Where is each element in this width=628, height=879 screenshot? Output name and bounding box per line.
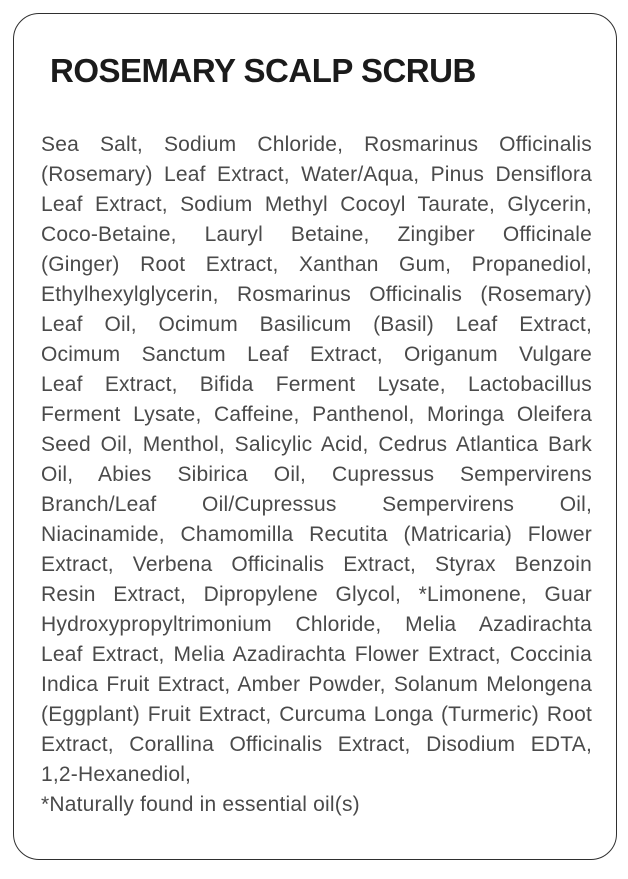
ingredients-line: Leaf Oil, Ocimum Basilicum (Basil) Leaf Extract,: [41, 313, 592, 336]
ingredients-line: Ferment Lysate, Caffeine, Panthenol, Moringa Oleifera: [41, 403, 592, 426]
ingredients-line: Seed Oil, Menthol, Salicylic Acid, Cedrus Atlantica Bark: [41, 433, 592, 456]
footnote: *Naturally found in essential oil(s): [41, 793, 360, 816]
ingredients-line: Extract, Corallina Officinalis Extract, Disodium EDTA,: [41, 733, 592, 756]
ingredients-line: Leaf Extract, Sodium Methyl Cocoyl Taurate, Glycerin,: [41, 193, 592, 216]
ingredients-line: (Ginger) Root Extract, Xanthan Gum, Propanediol,: [41, 253, 592, 276]
ingredients-line: Ocimum Sanctum Leaf Extract, Origanum Vulgare: [41, 343, 592, 366]
ingredients-line: 1,2-Hexanediol,: [41, 763, 192, 786]
ingredients-line: Resin Extract, Dipropylene Glycol, *Limonene, Guar: [41, 583, 592, 606]
ingredients-line: (Eggplant) Fruit Extract, Curcuma Longa (Turmeric) Root: [41, 703, 592, 726]
ingredients-list: [41, 130, 592, 790]
ingredients-line: Leaf Extract, Bifida Ferment Lysate, Lactobacillus: [41, 373, 592, 396]
ingredients-line: Extract, Verbena Officinalis Extract, Styrax Benzoin: [41, 553, 592, 576]
ingredients-line: Indica Fruit Extract, Amber Powder, Solanum Melongena: [41, 673, 592, 696]
ingredients-line: Niacinamide, Chamomilla Recutita (Matricaria) Flower: [41, 523, 592, 546]
ingredients-line: Sea Salt, Sodium Chloride, Rosmarinus Officinalis: [41, 133, 592, 156]
ingredients-line: (Rosemary) Leaf Extract, Water/Aqua, Pinus Densiflora: [41, 163, 592, 186]
ingredients-line: Hydroxypropyltrimonium Chloride, Melia Azadirachta: [41, 613, 592, 636]
ingredients-line: Oil, Abies Sibirica Oil, Cupressus Sempervirens: [41, 463, 592, 486]
ingredients-line: Ethylhexylglycerin, Rosmarinus Officinalis (Rosemary): [41, 283, 592, 306]
product-title: ROSEMARY SCALP SCRUB: [50, 52, 476, 89]
ingredients-line: Branch/Leaf Oil/Cupressus Sempervirens Oil,: [41, 493, 592, 516]
ingredients-card: [13, 13, 617, 860]
ingredients-line: Leaf Extract, Melia Azadirachta Flower Extract, Coccinia: [41, 643, 592, 666]
ingredients-line: Coco-Betaine, Lauryl Betaine, Zingiber Officinale: [41, 223, 592, 246]
